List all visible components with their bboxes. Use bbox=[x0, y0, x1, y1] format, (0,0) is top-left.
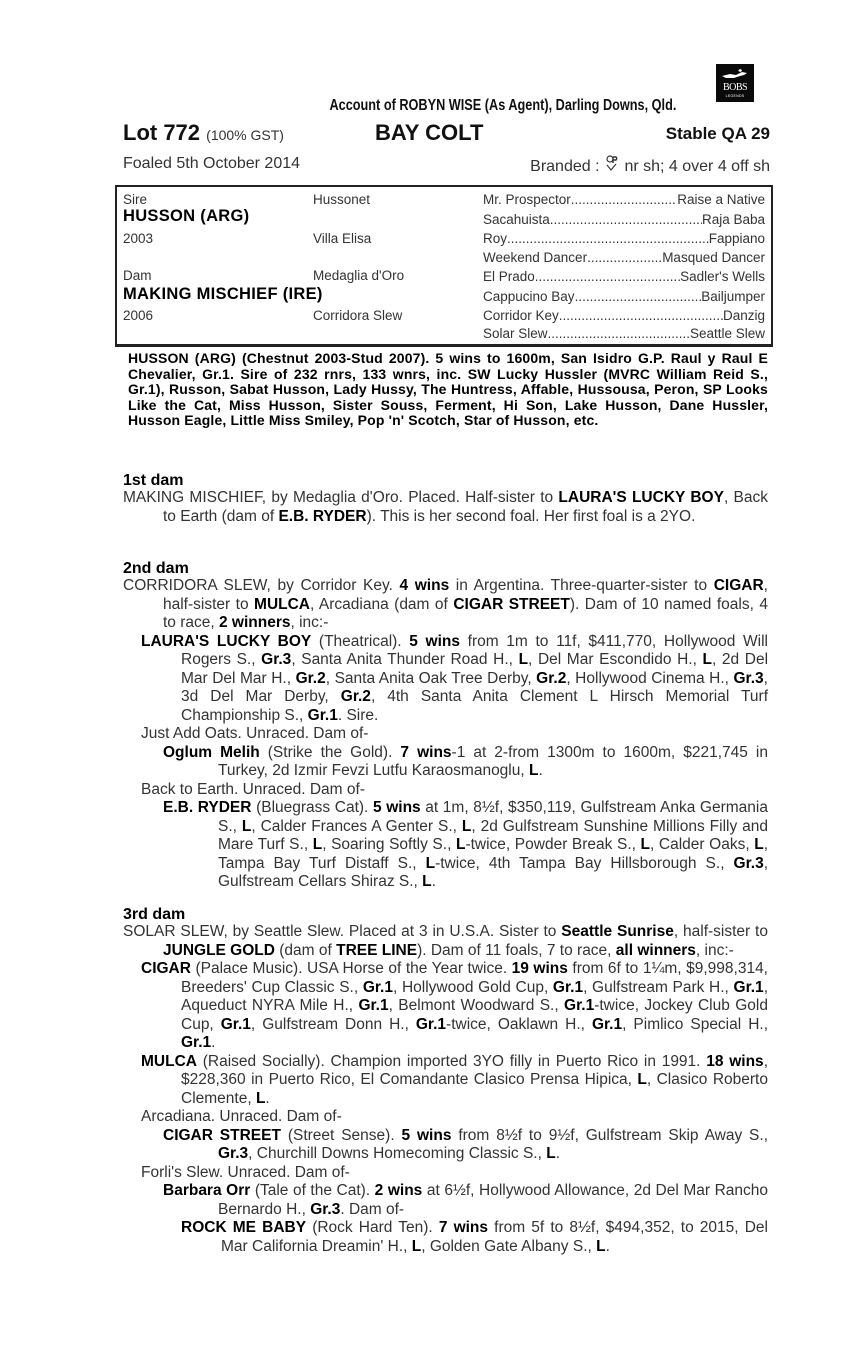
bold-highlight: MULCA bbox=[141, 1052, 197, 1070]
bold-highlight: Gr.3 bbox=[261, 651, 292, 668]
bold-highlight: 18 wins bbox=[706, 1052, 764, 1070]
bold-highlight: Gr.2 bbox=[295, 669, 326, 687]
entry-text: , 4th Santa Anita Clement L Hirsch Memorial Turf Championship S., bbox=[181, 688, 769, 724]
entry-text: . Dam of- bbox=[340, 1200, 405, 1218]
bold-highlight: Gr.3 bbox=[310, 1200, 341, 1218]
great-grandparent-row bbox=[483, 289, 765, 304]
bold-highlight: ROCK ME BABY bbox=[181, 1219, 307, 1236]
great-grandparent-row bbox=[483, 269, 765, 284]
entry-text: (Strike the Gold). bbox=[259, 743, 401, 761]
entry-text: Forli's Slew. Unraced. Dam of- bbox=[141, 1163, 350, 1181]
dam-entries bbox=[123, 577, 768, 892]
bold-highlight: all winners bbox=[615, 941, 696, 959]
entry-text: , inc:- bbox=[695, 941, 734, 959]
dam-name: MAKING MISCHIEF (IRE) bbox=[123, 285, 323, 303]
entry-text: , Soaring Softly S., bbox=[322, 836, 456, 853]
entry-text: , $228,360 in Puerto Rico, El Comandante Clasico Prensa Hipica, bbox=[181, 1052, 768, 1088]
bold-highlight: L bbox=[528, 762, 539, 779]
entry-text: MAKING MISCHIEF, by Medaglia d'Oro. Placed. Half-sister to bbox=[123, 489, 559, 506]
dam-entries bbox=[123, 923, 768, 1256]
entry-text: Just Add Oats. Unraced. Dam of- bbox=[141, 725, 369, 742]
entry-text: , half-sister to bbox=[673, 923, 768, 940]
pedigree-entry bbox=[123, 960, 768, 1053]
pedigree-entry bbox=[123, 1164, 768, 1183]
bold-highlight: Gr.1 bbox=[733, 978, 764, 996]
entry-text: from 6f to 1¼m, $9,998,314, Breeders' Cup Classic S., bbox=[181, 960, 768, 996]
bold-highlight: 5 wins bbox=[372, 799, 421, 816]
entry-text: , Santa Anita Oak Tree Derby, bbox=[325, 669, 537, 687]
gg-sire-sire: Sadler's Wells bbox=[680, 269, 765, 284]
entry-text: , Calder Frances A Genter S., bbox=[251, 817, 462, 835]
pedigree-entry bbox=[123, 1053, 768, 1109]
bold-highlight: Gr.1 bbox=[415, 1015, 447, 1033]
bold-highlight: 5 wins bbox=[409, 632, 460, 650]
dam-dam: Corridora Slew bbox=[313, 308, 403, 323]
gg-dam-sire: Seattle Slew bbox=[689, 326, 765, 341]
entry-text: , Gulfstream Cellars Shiraz S., bbox=[218, 854, 769, 890]
entry-text: from 1m to 11f, $411,770, Hollywood Will Rogers S., bbox=[181, 632, 768, 668]
great-grandparent-row bbox=[483, 192, 765, 207]
pedigree-entry bbox=[123, 799, 768, 892]
pedigree-entry bbox=[123, 577, 768, 633]
entry-text: . Sire. bbox=[337, 706, 379, 724]
gg-sire-sire: Danzig bbox=[722, 308, 765, 323]
section-heading: 3rd dam bbox=[123, 906, 186, 923]
bold-highlight: Gr.1 bbox=[307, 706, 338, 724]
pedigree-entry bbox=[123, 725, 768, 744]
entry-text: , 2d Gulfstream Sunshine Millions Filly and Mare Turf S., bbox=[218, 817, 768, 853]
second-dam-section bbox=[123, 560, 768, 892]
great-grandparent-row bbox=[483, 308, 765, 323]
dam-year: 2006 bbox=[123, 308, 154, 323]
bold-highlight: TREE LINE bbox=[336, 941, 418, 959]
logo-subtext: LEGENDS bbox=[725, 94, 745, 98]
bold-highlight: Barbara Orr bbox=[163, 1182, 251, 1199]
bold-highlight: Gr.1 bbox=[564, 997, 595, 1014]
bold-highlight: L bbox=[422, 873, 432, 890]
bold-highlight: L bbox=[411, 1237, 422, 1255]
pedigree-entry bbox=[123, 489, 768, 526]
dam-entries bbox=[123, 489, 768, 526]
bold-highlight: 2 winners bbox=[219, 614, 291, 631]
bold-highlight: L bbox=[702, 651, 712, 668]
entry-text: ). Dam of 11 foals, 7 to race, bbox=[417, 941, 616, 959]
bold-highlight: L bbox=[255, 1089, 266, 1107]
entry-text: (Theatrical). bbox=[311, 632, 410, 650]
third-dam-section bbox=[123, 906, 768, 1256]
entry-text: , Aqueduct NYRA Mile H., bbox=[181, 978, 768, 1014]
bold-highlight: CIGAR bbox=[141, 960, 191, 977]
bold-highlight: L bbox=[637, 1071, 647, 1088]
entry-text: , Hollywood Gold Cup, bbox=[393, 978, 553, 996]
entry-text: , Pimlico Special H., bbox=[622, 1015, 768, 1033]
sire-summary: HUSSON (ARG) (Chestnut 2003-Stud 2007). 5 wins to 1600m, San Isidro G.P. Raul y Raul E Chevalier, Gr.1. Sire of 232 rnrs, 133 wnrs, inc. SW Lucky Hussler (MVRC William Reid S., Gr.1), Russon, Sabat Husson, Lady Hussy, The Huntress, Affable, Hussousa, Peron, SP Looks Like the Cat, Miss Husson, Sister Souss, Ferment, Hi Son, Lake Husson, Dane Hussler, Husson Eagle, Little Miss Smiley, Pop 'n' Scotch, Star of Husson, etc. bbox=[128, 350, 768, 428]
pedigree-entry bbox=[123, 1182, 768, 1219]
gg-dam-sire: Raja Baba bbox=[701, 211, 765, 227]
section-heading: 1st dam bbox=[123, 472, 184, 489]
bold-highlight: L bbox=[596, 1237, 606, 1255]
entry-text: (Street Sense). bbox=[280, 1126, 402, 1144]
entry-text: , Calder Oaks, bbox=[650, 836, 755, 853]
gg-dam: Solar Slew bbox=[483, 326, 548, 341]
entry-text: . bbox=[265, 1089, 270, 1107]
gg-sire: El Prado bbox=[483, 269, 535, 284]
entry-text: SOLAR SLEW, by Seattle Slew. Placed at 3 in U.S.A. Sister to bbox=[123, 923, 562, 940]
bold-highlight: CIGAR STREET bbox=[163, 1126, 281, 1144]
dam-sire: Medaglia d'Oro bbox=[313, 268, 405, 283]
sire-year: 2003 bbox=[123, 231, 154, 246]
entry-text: , Golden Gate Albany S., bbox=[421, 1237, 597, 1255]
bold-highlight: Gr.2 bbox=[340, 688, 371, 705]
great-grandparent-row bbox=[483, 326, 765, 341]
sire-name: HUSSON (ARG) bbox=[123, 207, 250, 225]
horse-description: BAY COLT bbox=[375, 120, 484, 145]
entry-text: . bbox=[538, 762, 543, 779]
bold-highlight: CIGAR bbox=[713, 577, 764, 594]
bold-highlight: 4 wins bbox=[399, 577, 450, 594]
pedigree-entry bbox=[123, 1219, 768, 1256]
bold-highlight: E.B. RYDER bbox=[163, 799, 252, 816]
entry-text: CORRIDORA SLEW, by Corridor Key. bbox=[123, 577, 400, 594]
lot-label: Lot 772 bbox=[123, 120, 201, 145]
bold-highlight: Gr.1 bbox=[358, 997, 389, 1014]
pedigree-entry bbox=[123, 781, 768, 800]
pedigree-entry bbox=[123, 633, 768, 726]
entry-text: (Tale of the Cat). bbox=[250, 1182, 375, 1199]
great-grandparent-row bbox=[483, 212, 765, 227]
bold-highlight: 5 wins bbox=[401, 1126, 452, 1144]
foaled-date: Foaled 5th October 2014 bbox=[123, 155, 301, 172]
entry-text: , Churchill Downs Homecoming Classic S., bbox=[248, 1145, 547, 1162]
entry-text: . bbox=[211, 1034, 216, 1051]
entry-text: at 1m, 8½f, $350,119, Gulfstream Anka Germania S., bbox=[218, 799, 768, 835]
bold-highlight: Gr.3 bbox=[733, 854, 764, 872]
entry-text: , Belmont Woodward S., bbox=[388, 997, 565, 1014]
entry-text: at 6½f, Hollywood Allowance, 2d Del Mar Rancho Bernardo H., bbox=[218, 1182, 768, 1218]
entry-text: . bbox=[431, 873, 436, 890]
pedigree-entry bbox=[123, 1108, 768, 1127]
bold-highlight: L bbox=[425, 854, 436, 872]
great-grandparent-row bbox=[483, 250, 765, 265]
bold-highlight: Gr.3 bbox=[733, 669, 764, 687]
pedigree-entry bbox=[123, 1127, 768, 1164]
gg-sire: Corridor Key bbox=[483, 308, 559, 323]
bold-highlight: LAURA'S LUCKY BOY bbox=[141, 632, 312, 650]
entry-text: . bbox=[555, 1145, 560, 1162]
pedigree-entry bbox=[123, 923, 768, 960]
bold-highlight: L bbox=[518, 651, 529, 668]
gg-sire-sire: Raise a Native bbox=[677, 192, 765, 207]
entry-text: , Gulfstream Park H., bbox=[583, 978, 734, 996]
entry-text: , Del Mar Escondido H., bbox=[528, 651, 703, 668]
entry-text: , Clasico Roberto Clemente, bbox=[181, 1071, 768, 1107]
bold-highlight: JUNGLE GOLD bbox=[163, 941, 275, 959]
bold-highlight: Gr.1 bbox=[181, 1034, 212, 1051]
bold-highlight: MULCA bbox=[254, 595, 310, 613]
entry-text: , Hollywood Cinema H., bbox=[566, 669, 734, 687]
branded-text: nr sh; 4 over 4 off sh bbox=[624, 158, 770, 175]
gg-dam: Sacahuista bbox=[483, 211, 550, 227]
bold-highlight: Gr.3 bbox=[218, 1145, 249, 1162]
sire-dam: Villa Elisa bbox=[313, 231, 372, 246]
bold-highlight: 19 wins bbox=[511, 960, 568, 977]
entry-text: , Arcadiana (dam of bbox=[310, 595, 454, 613]
first-dam-section bbox=[123, 472, 768, 526]
bold-highlight: L bbox=[640, 836, 651, 853]
vendor-account: Account of ROBYN WISE (As Agent), Darling Downs, Qld. bbox=[329, 97, 677, 114]
stable-number: Stable QA 29 bbox=[665, 124, 770, 143]
entry-text: Back to Earth. Unraced. Dam of- bbox=[141, 780, 365, 798]
bold-highlight: L bbox=[241, 817, 252, 835]
gg-dam: Weekend Dancer bbox=[483, 250, 588, 265]
bold-highlight: L bbox=[461, 817, 472, 835]
brand-marks bbox=[530, 155, 770, 176]
entry-text: -twice, Powder Break S., bbox=[465, 836, 641, 853]
bold-highlight: L bbox=[546, 1145, 556, 1162]
entry-text: , 3d Del Mar Derby, bbox=[181, 669, 768, 705]
logo-text: BOBS bbox=[722, 82, 748, 93]
bold-highlight: CIGAR STREET bbox=[453, 595, 570, 613]
entry-text: -twice, Oaklawn H., bbox=[446, 1015, 592, 1033]
entry-text: ). Dam of 10 named foals, 4 to race, bbox=[163, 595, 768, 631]
entry-text: Arcadiana. Unraced. Dam of- bbox=[141, 1108, 342, 1125]
bold-highlight: L bbox=[754, 836, 764, 853]
gg-sire: Mr. Prospector bbox=[483, 192, 571, 207]
entry-text: , 2d Del Mar Del Mar H., bbox=[181, 651, 769, 687]
bold-highlight: Oglum Melih bbox=[163, 743, 260, 761]
entry-text: in Argentina. Three-quarter-sister to bbox=[449, 577, 714, 594]
bold-highlight: Gr.1 bbox=[552, 978, 584, 996]
great-grandparent-row bbox=[483, 231, 765, 246]
entry-text: ). This is her second foal. Her first foal is a 2YO. bbox=[366, 507, 696, 525]
lot-line bbox=[123, 120, 770, 146]
entry-text: -1 at 2-from 1300m to 1600m, $221,745 in Turkey, 2d Izmir Fevzi Lutfu Karaosmanoglu, bbox=[218, 743, 768, 779]
entry-text: . bbox=[605, 1237, 610, 1255]
pedigree-entry bbox=[123, 744, 768, 781]
entry-text: , Tampa Bay Turf Distaff S., bbox=[218, 836, 768, 872]
dam-label: Dam bbox=[123, 268, 152, 283]
gg-sire: Roy bbox=[483, 231, 508, 246]
gg-dam-sire: Masqued Dancer bbox=[662, 250, 765, 265]
bold-highlight: Gr.2 bbox=[536, 669, 567, 687]
pedigree-table bbox=[115, 185, 773, 347]
lot-number bbox=[123, 120, 284, 146]
bold-highlight: L bbox=[455, 836, 466, 853]
gg-sire-sire: Fappiano bbox=[708, 231, 765, 246]
bold-highlight: Gr.1 bbox=[362, 978, 393, 996]
entry-text: (Rock Hard Ten). bbox=[306, 1219, 439, 1236]
auction-house-logo bbox=[716, 64, 754, 102]
section-heading: 2nd dam bbox=[123, 560, 189, 577]
gg-dam: Cappucino Bay bbox=[483, 289, 575, 304]
brand-symbol-icon bbox=[604, 155, 620, 173]
entry-text: , Santa Anita Thunder Road H., bbox=[291, 651, 519, 668]
sire-label: Sire bbox=[123, 192, 148, 207]
entry-text: (dam of bbox=[274, 941, 337, 959]
bold-highlight: 7 wins bbox=[438, 1219, 489, 1236]
bold-highlight: E.B. RYDER bbox=[278, 507, 367, 525]
bold-highlight: L bbox=[312, 836, 323, 853]
entry-text: from 5f to 8½f, $494,352, to 2015, Del Mar California Dreamin' H., bbox=[221, 1219, 768, 1255]
gst-note: (100% GST) bbox=[206, 127, 284, 143]
entry-text: , Gulfstream Donn H., bbox=[250, 1015, 416, 1033]
bold-highlight: Gr.1 bbox=[591, 1015, 623, 1033]
entry-text: (Bluegrass Cat). bbox=[251, 799, 373, 816]
entry-text: , Back to Earth (dam of bbox=[163, 489, 768, 525]
entry-text: (Raised Socially). Champion imported 3YO filly in Puerto Rico in 1991. bbox=[196, 1052, 707, 1070]
entry-text: (Palace Music). USA Horse of the Year twice. bbox=[190, 960, 512, 977]
bold-highlight: Gr.1 bbox=[220, 1015, 251, 1033]
entry-text: -twice, Jockey Club Gold Cup, bbox=[181, 997, 768, 1033]
bold-highlight: Seattle Sunrise bbox=[561, 923, 674, 940]
bold-highlight: 7 wins bbox=[400, 743, 452, 761]
entry-text: from 8½f to 9½f, Gulfstream Skip Away S., bbox=[451, 1126, 769, 1144]
branded-label: Branded : bbox=[530, 158, 600, 175]
entry-text: -twice, 4th Tampa Bay Hillsborough S., bbox=[435, 854, 734, 872]
bold-highlight: LAURA'S LUCKY BOY bbox=[558, 489, 724, 506]
entry-text: , half-sister to bbox=[163, 577, 768, 613]
horse-jockey-icon bbox=[720, 68, 750, 80]
gg-dam-sire: Bailjumper bbox=[701, 289, 765, 304]
entry-text: , inc:- bbox=[290, 614, 329, 631]
sire-sire: Hussonet bbox=[313, 192, 371, 207]
bold-highlight: 2 wins bbox=[374, 1182, 423, 1199]
